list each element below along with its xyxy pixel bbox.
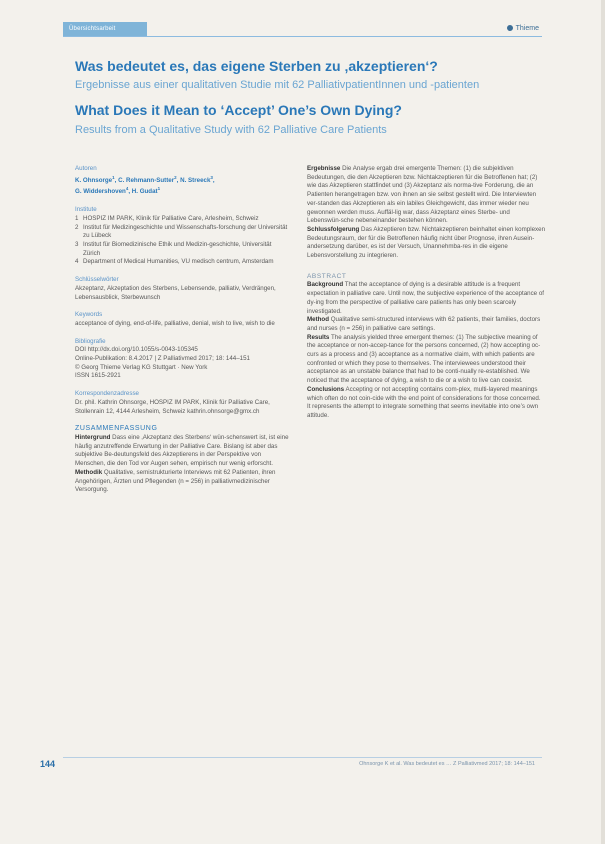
institute-item: 2 Institut für Medizingeschichte und Wissenschafts-forschung der Universität zu Lübeck <box>75 223 288 240</box>
author-list: K. Ohnsorge$^1$, C. Rehmann-Sutter$^2$, N. Streeck$^3$, G. Widdershoven$^4$, H. Gudat$^1$ <box>75 174 215 196</box>
publication-line: Online-Publikation: 8.4.2017 | Z Palliativmed 2017; 18: 144–151 <box>75 355 250 363</box>
german-title: Was bedeutet es, das eigene Sterben zu ‚akzeptieren‘? <box>75 58 438 74</box>
institute-item: 3 Institut für Biomedizinische Ethik und Medizin-geschichte, Universität Zürich <box>75 241 272 257</box>
keywords-en-label: Keywords <box>75 311 103 319</box>
publisher-label <box>507 25 539 32</box>
author-name: H. Gudat <box>131 188 158 196</box>
summary-paragraph: Ergebnisse Die Analyse ergab drei emergente Themen: (1) die subjektiven Bedeutungen, die den Akzeptieren bzw. Nichtakzeptieren für die Betroffenen hat; (2) wie das Akzeptieren stattfindet und (3) Akzeptanz als norma-tive Forderung, die an Patienten herangetragen bzw. von ihnen an sie selbst gestellt wird. Die Interviewten ver-standen das Akzeptieren als ein labiles Gleichgewicht, das immer wieder neu gewonnen werden muss. Auffäl-lig war, dass Akzeptanz eines Sterbe- und Lebenswün-sche nebeneinander bestehen können. <box>307 165 538 225</box>
summary-paragraph: Schlussfolgerung Das Akzeptieren bzw. Nichtakzeptieren beinhaltet einen komplexen Bedeutungsraum, der für die Betroffenen häufig nicht über Prognose, ihren Ausein-andersetzung darüber, es ist der Versuch, Unannehmba-res in die eigene Lebensvorstellung zu integrieren. <box>307 225 546 260</box>
german-subtitle: Ergebnisse aus einer qualitativen Studie mit 62 PalliativpatientInnen und -patienten <box>75 79 480 91</box>
keywords-de-label: Schlüsselwörter <box>75 276 119 284</box>
author-name: N. Streeck <box>180 176 211 184</box>
abstract-heading: ABSTRACT <box>307 272 347 280</box>
doi-line: DOI http://dx.doi.org/10.1055/s-0043-105345 <box>75 346 198 354</box>
summary-paragraph: Hintergrund Dass eine ‚Akzeptanz des Sterbens‘ wün-schenswert ist, ist eine häufig anzutreffende Erwartung in der Palliative Care. Bislang ist aber das subjektive Be-deutungsfeld des Akzeptierens in der Perspektive von Menschen, die den Tod vor Augen sehen, empirisch nur wenig erforscht. <box>75 434 289 468</box>
abstract-paragraph: Results The analysis yielded three emergent themes: (1) The subjective meaning of the acceptance or non-accep-tance for the persons concerned, (2) how accepting oc-curs as a process and (3) acceptance as a normative claim, with which patients are confronted or which they pose to themselves. The interviewees understood their acceptance as an unstable balance that had to be conti-nually re-established. We noticed that the acceptance of dying, a wish to die or a wish to live can coexist. <box>307 333 541 385</box>
correspondence-address: Dr. phil. Kathrin Ohnsorge, HOSPIZ IM PARK, Klinik für Palliative Care, Stollenrain 12, 4144 Arlesheim, Schweiz kathrin.ohnsorge@gmx.ch <box>75 398 270 415</box>
issn-line: ISSN 1615-2921 <box>75 372 121 380</box>
author-name: G. Widdershoven <box>75 188 126 196</box>
institute-list <box>75 215 290 267</box>
left-column <box>75 165 290 495</box>
author-name: C. Rehmann-Sutter <box>118 176 175 184</box>
correspondence-block <box>75 390 290 416</box>
keywords-de: Akzeptanz, Akzeptation des Sterbens, Lebensende, palliativ, Verdrängen, Lebensausblick, Sterbewunsch <box>75 284 276 301</box>
institute-item: 1 HOSPIZ IM PARK, Klinik für Palliative Care, Arlesheim, Schweiz <box>75 214 259 222</box>
keywords-en: acceptance of dying, end-of-life, palliative, denial, wish to live, wish to die <box>75 319 275 327</box>
institutes-block <box>75 206 290 267</box>
bibliography-label: Bibliografie <box>75 337 106 345</box>
english-subtitle: Results from a Qualitative Study with 62 Palliative Care Patients <box>75 124 387 136</box>
abstract-paragraph: Method Qualitative semi-structured interviews with 62 patients, their families, doctors and nurses (n = 256) in palliative care settings. <box>307 316 541 332</box>
section-label: Übersichtsarbeit <box>63 22 147 36</box>
right-column <box>307 165 545 421</box>
abstract-paragraph: Conclusions Accepting or not accepting contains com-plex, multi-layered meanings which often do not coin-cide with the end point of considerations for those concerned. It represents the attempt to integrate something that seems inevitable into one’s own attitude. <box>307 385 541 419</box>
correspondence-label: Korrespondenzadresse <box>75 390 139 398</box>
footer-rule <box>63 757 542 758</box>
publisher-text: Thieme <box>515 25 539 32</box>
footer-citation: Ohnsorge K et al. Was bedeutet es … Z Palliativmed 2017; 18: 144–151 <box>359 761 535 767</box>
header-rule <box>63 36 542 37</box>
page-edge <box>601 0 605 844</box>
publisher-dot-icon <box>507 25 513 31</box>
copyright-line: © Georg Thieme Verlag KG Stuttgart · New York <box>75 363 208 371</box>
authors-label: Autoren <box>75 165 97 172</box>
abstract-paragraph: Background That the acceptance of dying is a desirable attitude is a frequent expectation in palliative care. Until now, the subjective experience of the acceptance of dy-ing from the perspective of palliative care patients has only been scarcely investigated. <box>307 281 544 315</box>
summary-heading: ZUSAMMENFASSUNG <box>75 425 158 433</box>
institute-item: 4 Department of Medical Humanities, VU medisch centrum, Amsterdam <box>75 258 274 266</box>
page-number: 144 <box>40 759 56 769</box>
english-title: What Does it Mean to ‘Accept’ One’s Own Dying? <box>75 102 402 118</box>
summary-paragraph: Methodik Qualitative, semistrukturierte Interviews mit 62 Patienten, ihren Angehörigen, Ärzten und Pflegenden (n = 256) in palliativmedizinischer Versorgung. <box>75 468 276 494</box>
keywords-en-block <box>75 311 290 328</box>
authors-block <box>75 165 290 197</box>
author-name: K. Ohnsorge <box>75 176 113 184</box>
bibliography-block <box>75 338 290 382</box>
institute-label: Institute <box>75 206 97 214</box>
keywords-de-block <box>75 276 290 302</box>
